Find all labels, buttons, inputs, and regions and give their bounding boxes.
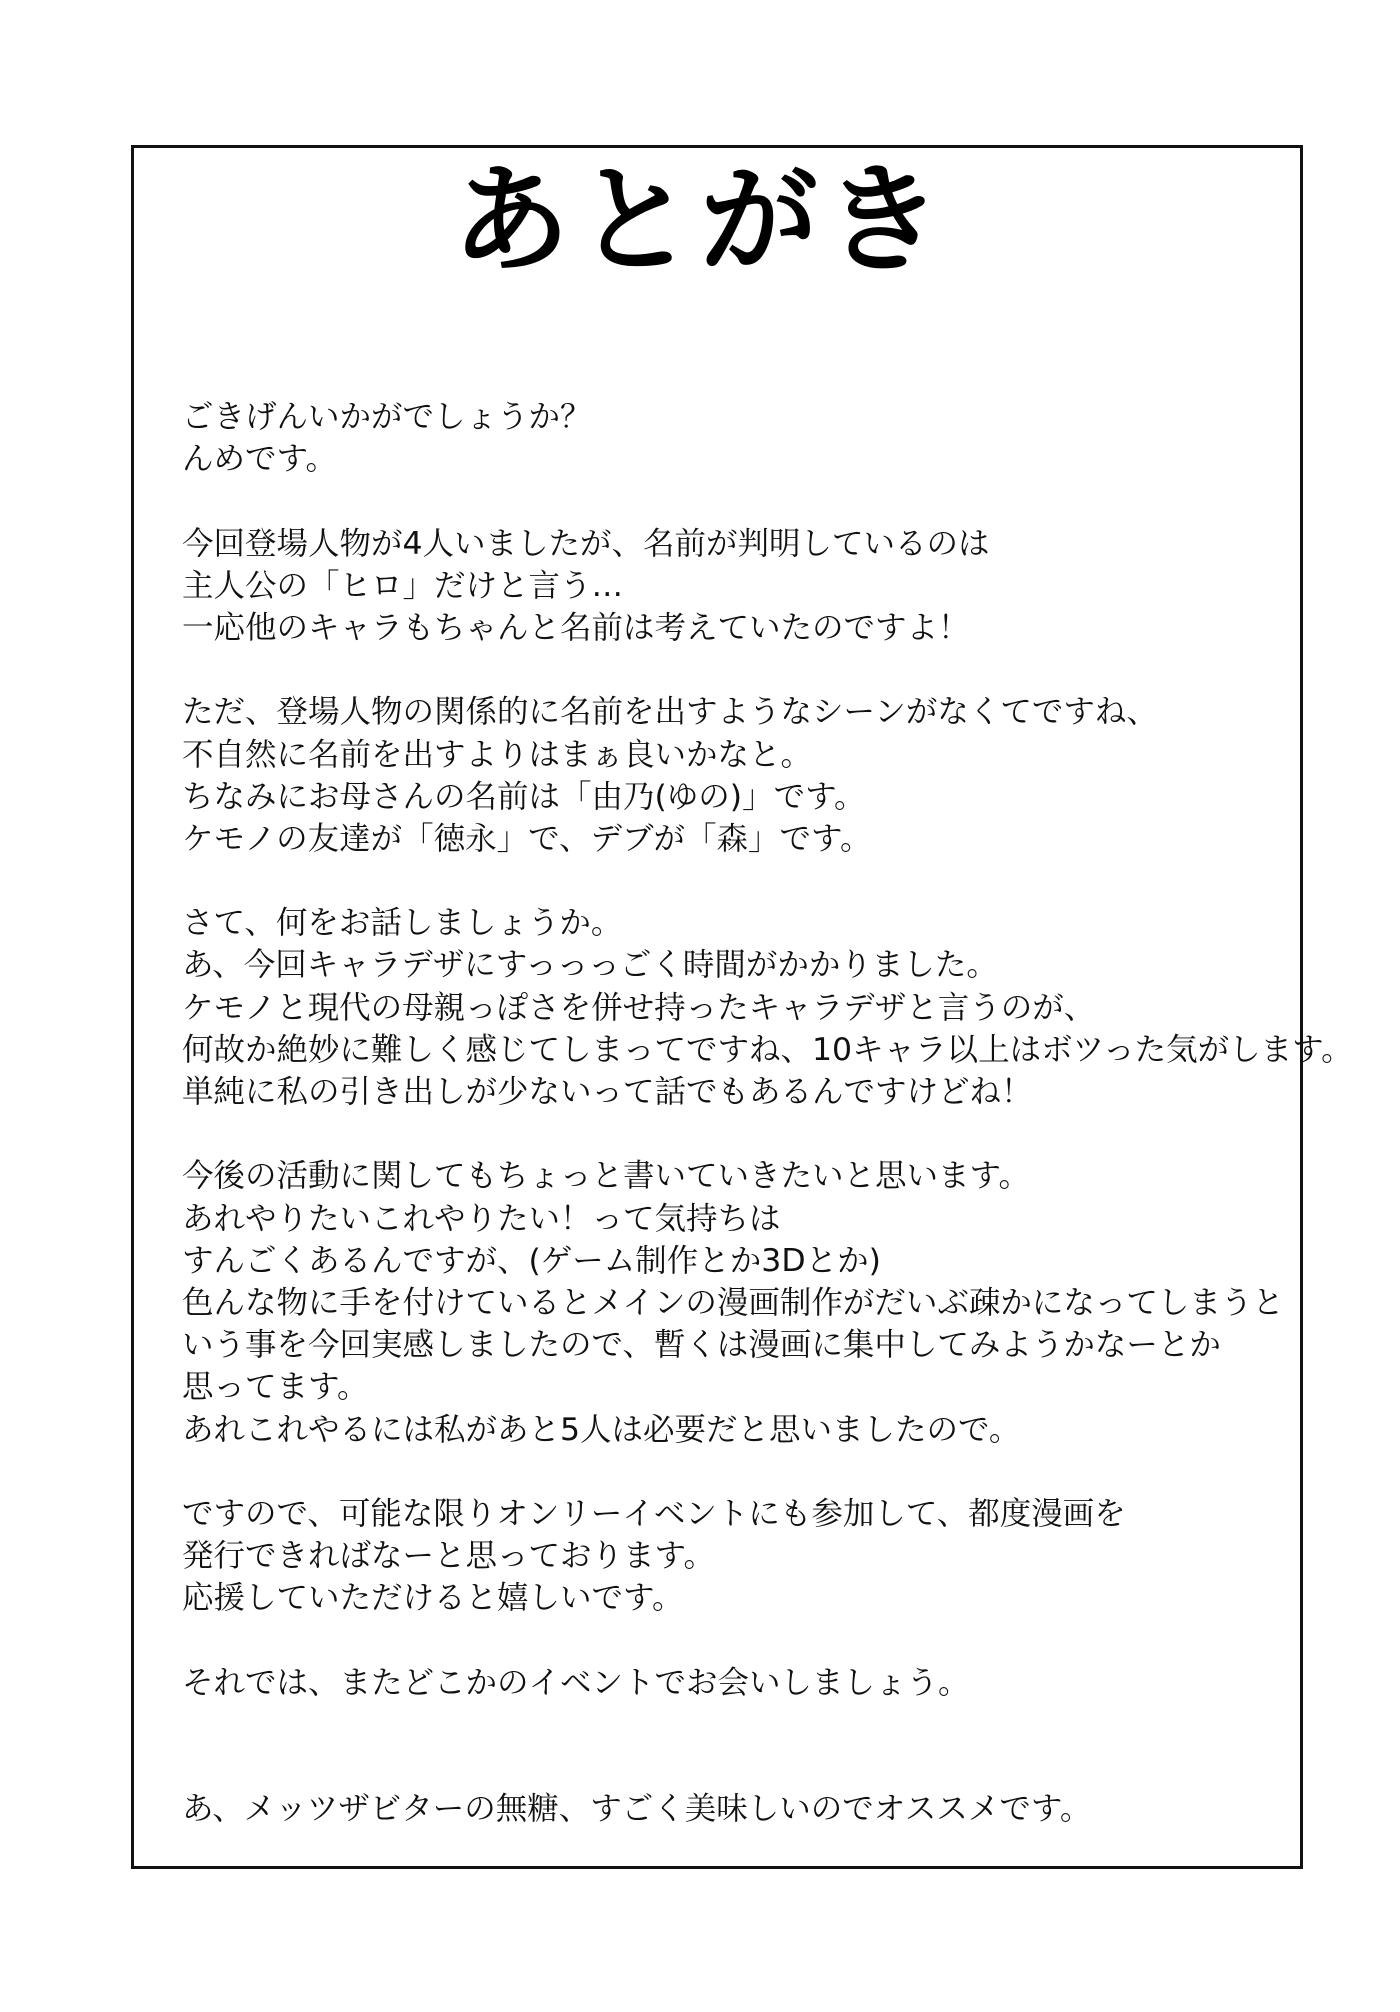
text-line: あれやりたいこれやりたい！って気持ちは (182, 1200, 781, 1237)
paragraph-gap (182, 1619, 1282, 1661)
paragraph-gap (182, 649, 1282, 691)
text-line: 不自然に名前を出すよりはまぁ良いかなと。 (182, 736, 813, 773)
text-line: あ、メッツザビターの無糖、すごく美味しいのでオススメです。 (182, 1791, 1092, 1828)
paragraph-gap (182, 1704, 1282, 1746)
text-line: あ、今回キャラデザにすっっっごく時間がかかりました。 (182, 947, 998, 984)
text-line: ケモノと現代の母親っぽさを併せ持ったキャラデザと言うのが、 (182, 989, 1096, 1026)
text-line: あれこれやるには私があと5人は必要だと思いましたので。 (182, 1411, 1021, 1448)
paragraph-gap (182, 860, 1282, 902)
paragraph-gap (182, 480, 1282, 522)
text-line: んめです。 (182, 441, 337, 478)
page-title: あとがき (451, 151, 948, 289)
text-line: 一応他のキャラもちゃんと名前は考えていたのですよ！ (182, 609, 970, 646)
text-line: それでは、またどこかのイベントでお会いしましょう。 (182, 1664, 970, 1701)
text-line: 今回登場人物が4人いましたが、名前が判明しているのは (182, 525, 990, 562)
text-line: 主人公の「ヒロ」だけと言う… (182, 567, 624, 604)
text-line: ですので、可能な限りオンリーイベントにも参加して、都度漫画を (182, 1495, 1126, 1532)
text-line: いう事を今回実感しましたので、暫くは漫画に集中してみようかなーとか (182, 1327, 1221, 1364)
text-line: 色んな物に手を付けているとメインの漫画制作がだいぶ疎かになってしまうと (182, 1284, 1284, 1321)
text-line: ちなみにお母さんの名前は「由乃(ゆの)」です。 (182, 778, 866, 815)
text-line: ただ、登場人物の関係的に名前を出すようなシーンがなくてですね、 (182, 694, 1158, 731)
text-line: 今後の活動に関してもちょっと書いていきたいと思います。 (182, 1158, 1030, 1195)
text-line: すんごくあるんですが、(ゲーム制作とか3Dとか) (182, 1242, 881, 1279)
paragraph-gap (182, 1746, 1282, 1788)
paragraph-gap (182, 1113, 1282, 1155)
text-line: 思ってます。 (182, 1369, 369, 1406)
text-line: 発行できればなーと思っております。 (182, 1538, 715, 1575)
text-line: さて、何をお話しましょうか。 (182, 905, 623, 942)
text-line: 何故か絶妙に難しく感じてしまってですね、10キャラ以上はボツった気がします。 (182, 1031, 1353, 1068)
text-line: 応援していただけると嬉しいです。 (182, 1580, 684, 1617)
text-line: ごきげんいかがでしょうか？ (182, 399, 592, 435)
afterword-body (182, 396, 1353, 1830)
text-line: ケモノの友達が「徳永」で、デブが「森」です。 (182, 820, 872, 857)
text-line: 単純に私の引き出しが少ないって話でもあるんですけどね！ (182, 1074, 1033, 1110)
paragraph-gap (182, 1451, 1282, 1493)
